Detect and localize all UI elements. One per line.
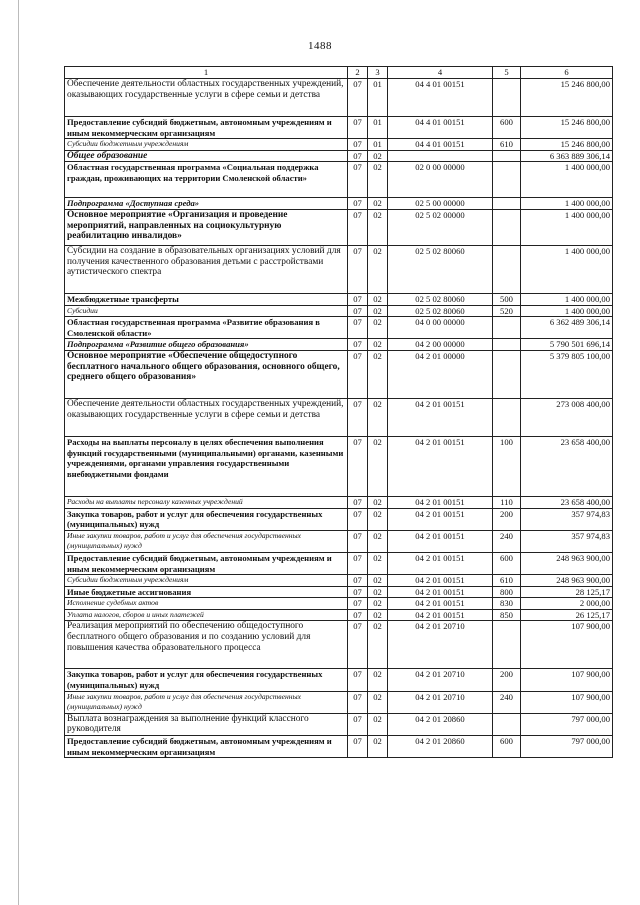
row-target-article: 04 2 01 00151	[388, 398, 493, 436]
row-subsection: 02	[368, 209, 388, 245]
table-row	[65, 150, 613, 162]
row-expense-type	[493, 79, 521, 117]
row-subsection: 01	[368, 79, 388, 117]
row-name: Межбюджетные трансферты	[65, 293, 348, 305]
table-row	[65, 339, 613, 351]
row-expense-type: 110	[493, 496, 521, 508]
table-row	[65, 305, 613, 317]
row-expense-type: 830	[493, 598, 521, 610]
row-expense-type	[493, 198, 521, 210]
row-subsection: 02	[368, 621, 388, 669]
table-row	[65, 598, 613, 610]
row-section: 07	[348, 736, 368, 758]
table-row	[65, 552, 613, 574]
row-section: 07	[348, 117, 368, 139]
row-target-article: 04 4 01 00151	[388, 117, 493, 139]
row-target-article: 04 2 01 20710	[388, 669, 493, 691]
row-name: Уплата налогов, сборов и иных платежей	[65, 609, 348, 621]
row-amount: 1 400 000,00	[521, 293, 613, 305]
row-subsection: 02	[368, 436, 388, 496]
row-amount: 6 362 489 306,14	[521, 317, 613, 339]
row-subsection: 02	[368, 305, 388, 317]
row-section: 07	[348, 305, 368, 317]
row-name: Общее образование	[65, 150, 348, 162]
table-row	[65, 436, 613, 496]
row-target-article: 04 2 01 00151	[388, 586, 493, 598]
row-amount: 273 008 400,00	[521, 398, 613, 436]
table-row	[65, 621, 613, 669]
row-target-article: 04 2 01 00151	[388, 508, 493, 530]
row-expense-type	[493, 209, 521, 245]
row-section: 07	[348, 669, 368, 691]
row-name: Подпрограмма «Развитие общего образования»	[65, 339, 348, 351]
row-name: Иные закупки товаров, работ и услуг для обеспечения государственных (муниципальных) нужд	[65, 691, 348, 713]
row-target-article: 02 5 02 80060	[388, 305, 493, 317]
row-subsection: 02	[368, 350, 388, 398]
row-section: 07	[348, 209, 368, 245]
row-expense-type	[493, 398, 521, 436]
row-name: Основное мероприятие «Организация и проведение мероприятий, направленных на социокультурную реабилитацию инвалидов»	[65, 209, 348, 245]
row-amount: 248 963 900,00	[521, 552, 613, 574]
row-amount: 15 246 800,00	[521, 139, 613, 151]
row-section: 07	[348, 508, 368, 530]
row-name: Закупка товаров, работ и услуг для обеспечения государственных (муниципальных) нужд	[65, 669, 348, 691]
row-expense-type: 850	[493, 609, 521, 621]
row-target-article: 04 2 01 00151	[388, 575, 493, 587]
row-name: Обеспечение деятельности областных государственных учреждений, оказывающих государственные услуги в сфере семьи и детства	[65, 79, 348, 117]
row-section: 07	[348, 350, 368, 398]
row-section: 07	[348, 496, 368, 508]
row-amount: 1 400 000,00	[521, 305, 613, 317]
row-subsection: 02	[368, 508, 388, 530]
row-name: Исполнение судебных актов	[65, 598, 348, 610]
row-name: Иные закупки товаров, работ и услуг для обеспечения государственных (муниципальных) нужд	[65, 530, 348, 552]
row-expense-type: 500	[493, 293, 521, 305]
row-amount: 6 363 889 306,14	[521, 150, 613, 162]
row-amount: 357 974,83	[521, 508, 613, 530]
header-name: 1	[65, 67, 348, 79]
row-target-article: 04 2 01 00151	[388, 609, 493, 621]
row-target-article: 04 2 01 00151	[388, 598, 493, 610]
row-section: 07	[348, 293, 368, 305]
table-row	[65, 293, 613, 305]
row-subsection: 02	[368, 552, 388, 574]
table-row	[65, 713, 613, 735]
table-row	[65, 496, 613, 508]
row-expense-type: 610	[493, 139, 521, 151]
row-section: 07	[348, 609, 368, 621]
row-subsection: 02	[368, 598, 388, 610]
row-target-article: 04 2 00 00000	[388, 339, 493, 351]
header-target-article: 4	[388, 67, 493, 79]
row-amount: 107 900,00	[521, 691, 613, 713]
header-expense-type: 5	[493, 67, 521, 79]
row-expense-type: 600	[493, 117, 521, 139]
row-name: Предоставление субсидий бюджетным, автономным учреждениям и иным некоммерческим организациям	[65, 552, 348, 574]
row-amount: 5 790 501 696,14	[521, 339, 613, 351]
row-amount: 107 900,00	[521, 621, 613, 669]
row-subsection: 02	[368, 586, 388, 598]
row-amount: 23 658 400,00	[521, 496, 613, 508]
page-number: 1488	[308, 40, 332, 52]
row-section: 07	[348, 79, 368, 117]
budget-table	[64, 66, 613, 758]
row-section: 07	[348, 339, 368, 351]
row-name: Расходы на выплаты персоналу казенных учреждений	[65, 496, 348, 508]
table-row	[65, 117, 613, 139]
row-amount: 1 400 000,00	[521, 198, 613, 210]
row-subsection: 02	[368, 245, 388, 293]
row-target-article: 04 2 01 00000	[388, 350, 493, 398]
table-row	[65, 609, 613, 621]
row-name: Закупка товаров, работ и услуг для обеспечения государственных (муниципальных) нужд	[65, 508, 348, 530]
row-name: Выплата вознаграждения за выполнение функций классного руководителя	[65, 713, 348, 735]
row-expense-type: 600	[493, 736, 521, 758]
row-target-article: 02 5 02 80060	[388, 245, 493, 293]
row-name: Областная государственная программа «Развитие образования в Смоленской области»	[65, 317, 348, 339]
row-amount: 28 125,17	[521, 586, 613, 598]
row-subsection: 01	[368, 139, 388, 151]
row-subsection: 02	[368, 575, 388, 587]
row-subsection: 02	[368, 691, 388, 713]
row-expense-type	[493, 317, 521, 339]
row-target-article: 04 2 01 20860	[388, 736, 493, 758]
table-row	[65, 139, 613, 151]
row-name: Расходы на выплаты персоналу в целях обеспечения выполнения функций государственными (муниципальными) органами, казенными учреждениями, органами управления государственными внебюджетными фондами	[65, 436, 348, 496]
row-expense-type: 200	[493, 669, 521, 691]
row-subsection: 02	[368, 530, 388, 552]
row-amount: 1 400 000,00	[521, 209, 613, 245]
row-expense-type: 520	[493, 305, 521, 317]
row-amount: 15 246 800,00	[521, 117, 613, 139]
row-target-article: 02 5 02 80060	[388, 293, 493, 305]
row-target-article: 02 5 02 00000	[388, 209, 493, 245]
row-section: 07	[348, 552, 368, 574]
row-target-article	[388, 150, 493, 162]
row-amount: 248 963 900,00	[521, 575, 613, 587]
row-amount: 797 000,00	[521, 736, 613, 758]
header-amount: 6	[521, 67, 613, 79]
row-expense-type	[493, 621, 521, 669]
table-row	[65, 530, 613, 552]
row-name: Обеспечение деятельности областных государственных учреждений, оказывающих государственные услуги в сфере семьи и детства	[65, 398, 348, 436]
row-target-article: 04 2 01 20860	[388, 713, 493, 735]
table-row	[65, 508, 613, 530]
row-expense-type: 800	[493, 586, 521, 598]
row-expense-type	[493, 713, 521, 735]
table-row	[65, 245, 613, 293]
table-header-row	[65, 67, 613, 79]
row-name: Областная государственная программа «Социальная поддержка граждан, проживающих на территории Смоленской области»	[65, 162, 348, 198]
row-section: 07	[348, 598, 368, 610]
table-row	[65, 586, 613, 598]
row-target-article: 02 0 00 00000	[388, 162, 493, 198]
row-section: 07	[348, 621, 368, 669]
row-name: Иные бюджетные ассигнования	[65, 586, 348, 598]
row-subsection: 02	[368, 162, 388, 198]
row-amount: 26 125,17	[521, 609, 613, 621]
row-target-article: 04 4 01 00151	[388, 79, 493, 117]
row-target-article: 04 2 01 20710	[388, 621, 493, 669]
row-name: Субсидии	[65, 305, 348, 317]
row-name: Субсидии бюджетным учреждениям	[65, 139, 348, 151]
page-edge-line	[18, 0, 19, 905]
table-row	[65, 575, 613, 587]
row-section: 07	[348, 162, 368, 198]
row-target-article: 04 2 01 20710	[388, 691, 493, 713]
row-target-article: 04 2 01 00151	[388, 496, 493, 508]
row-name: Предоставление субсидий бюджетным, автономным учреждениям и иным некоммерческим организациям	[65, 736, 348, 758]
row-expense-type	[493, 350, 521, 398]
row-amount: 797 000,00	[521, 713, 613, 735]
row-target-article: 04 0 00 00000	[388, 317, 493, 339]
row-expense-type: 610	[493, 575, 521, 587]
row-subsection: 02	[368, 609, 388, 621]
row-target-article: 02 5 00 00000	[388, 198, 493, 210]
row-amount: 357 974,83	[521, 530, 613, 552]
table-row	[65, 398, 613, 436]
row-section: 07	[348, 530, 368, 552]
row-target-article: 04 4 01 00151	[388, 139, 493, 151]
row-expense-type: 240	[493, 691, 521, 713]
row-subsection: 02	[368, 669, 388, 691]
row-section: 07	[348, 198, 368, 210]
row-section: 07	[348, 150, 368, 162]
row-subsection: 02	[368, 198, 388, 210]
row-name: Предоставление субсидий бюджетным, автономным учреждениям и иным некоммерческим организациям	[65, 117, 348, 139]
row-section: 07	[348, 575, 368, 587]
row-subsection: 02	[368, 339, 388, 351]
table-row	[65, 79, 613, 117]
row-amount: 2 000,00	[521, 598, 613, 610]
table-row	[65, 198, 613, 210]
row-section: 07	[348, 317, 368, 339]
row-expense-type	[493, 245, 521, 293]
row-expense-type	[493, 150, 521, 162]
row-expense-type: 600	[493, 552, 521, 574]
header-section: 2	[348, 67, 368, 79]
row-section: 07	[348, 139, 368, 151]
row-subsection: 01	[368, 117, 388, 139]
row-expense-type: 100	[493, 436, 521, 496]
row-section: 07	[348, 713, 368, 735]
row-amount: 5 379 805 100,00	[521, 350, 613, 398]
row-subsection: 02	[368, 150, 388, 162]
row-amount: 15 246 800,00	[521, 79, 613, 117]
row-name: Подпрограмма «Доступная среда»	[65, 198, 348, 210]
row-target-article: 04 2 01 00151	[388, 552, 493, 574]
row-section: 07	[348, 691, 368, 713]
row-subsection: 02	[368, 736, 388, 758]
row-section: 07	[348, 436, 368, 496]
row-subsection: 02	[368, 496, 388, 508]
table-row	[65, 209, 613, 245]
row-target-article: 04 2 01 00151	[388, 530, 493, 552]
table-row	[65, 162, 613, 198]
row-expense-type: 200	[493, 508, 521, 530]
row-amount: 1 400 000,00	[521, 162, 613, 198]
row-expense-type	[493, 162, 521, 198]
table-row	[65, 317, 613, 339]
table-row	[65, 736, 613, 758]
row-subsection: 02	[368, 713, 388, 735]
row-section: 07	[348, 245, 368, 293]
row-name: Основное мероприятие «Обеспечение общедоступного бесплатного начального общего образования, основного общего, среднего общего образования»	[65, 350, 348, 398]
table-row	[65, 669, 613, 691]
table-row	[65, 350, 613, 398]
row-subsection: 02	[368, 398, 388, 436]
row-subsection: 02	[368, 293, 388, 305]
row-amount: 107 900,00	[521, 669, 613, 691]
row-target-article: 04 2 01 00151	[388, 436, 493, 496]
row-name: Субсидии бюджетным учреждениям	[65, 575, 348, 587]
row-amount: 1 400 000,00	[521, 245, 613, 293]
row-section: 07	[348, 586, 368, 598]
row-subsection: 02	[368, 317, 388, 339]
row-name: Субсидии на создание в образовательных организациях условий для получения качественного образования детьми с расстройствами аутистического спектра	[65, 245, 348, 293]
row-name: Реализация мероприятий по обеспечению общедоступного бесплатного общего образования и по созданию условий для повышения качества образовательного процесса	[65, 621, 348, 669]
row-expense-type	[493, 339, 521, 351]
header-subsection: 3	[368, 67, 388, 79]
table-row	[65, 691, 613, 713]
row-amount: 23 658 400,00	[521, 436, 613, 496]
row-expense-type: 240	[493, 530, 521, 552]
row-section: 07	[348, 398, 368, 436]
